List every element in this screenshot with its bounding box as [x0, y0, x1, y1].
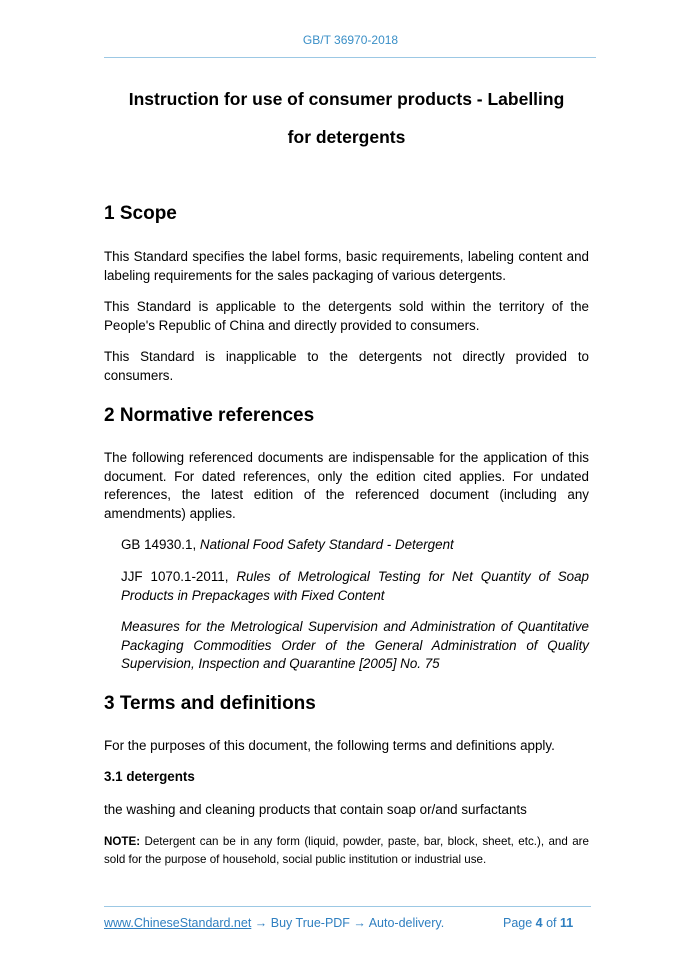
- footer-promo: [104, 916, 444, 930]
- section-heading-normative-references: 2 Normative references: [104, 405, 315, 426]
- reference-title: National Food Safety Standard - Detergent: [199, 537, 454, 552]
- note-text: Detergent can be in any form (liquid, powder, paste, bar, block, sheet, etc.), and are sold for the purpose of household, social public institution or industrial use.: [104, 835, 589, 866]
- running-header: [104, 33, 597, 47]
- note-label: NOTE:: [104, 835, 141, 848]
- current-page: 4: [535, 916, 543, 930]
- reference-code: GB 14930.1,: [121, 537, 200, 552]
- scope-paragraph-1: This Standard specifies the label forms, basic requirements, labeling content and labeling requirements for the sales packaging of various detergents.: [104, 249, 589, 283]
- reference-title: Rules of Metrological Testing for Net Quantity of Soap Products in Prepackages with Fixed Content: [121, 569, 589, 603]
- section-heading-scope: 1 Scope: [104, 203, 177, 224]
- title-line-2: for detergents: [287, 127, 406, 147]
- normative-intro: The following referenced documents are indispensable for the application of this document. For dated references, only the edition cited applies. For undated references, the latest edition of the referenced document (including any amendments) applies.: [104, 450, 589, 521]
- scope-paragraph-3: This Standard is inapplicable to the detergents not directly provided to consumers.: [104, 349, 589, 383]
- document-title: [104, 80, 589, 156]
- standard-code: GB/T 36970-2018: [302, 33, 399, 47]
- footer-divider: [104, 906, 591, 907]
- term-heading: 3.1 detergents: [104, 769, 195, 784]
- reference-item: [121, 618, 589, 674]
- term-definition: the washing and cleaning products that contain soap or/and surfactants: [104, 802, 527, 817]
- title-line-1: Instruction for use of consumer products - Labelling: [128, 89, 565, 109]
- total-pages: 11: [560, 916, 574, 930]
- page-number: Page 4 of 11: [503, 916, 574, 930]
- reference-item: [121, 536, 589, 555]
- header-divider: [104, 57, 596, 58]
- section-heading-terms: 3 Terms and definitions: [104, 693, 316, 714]
- scope-paragraph-2: This Standard is applicable to the detergents sold within the territory of the People's Republic of China and directly provided to consumers.: [104, 299, 589, 333]
- term-note: [104, 833, 589, 869]
- terms-intro: For the purposes of this document, the following terms and definitions apply.: [104, 738, 555, 753]
- website-link[interactable]: www.ChineseStandard.net: [104, 916, 252, 930]
- footer-tagline: → Buy True-PDF → Auto-delivery.: [251, 916, 445, 930]
- reference-code: JJF 1070.1-2011,: [121, 569, 237, 584]
- reference-title: Measures for the Metrological Supervision and Administration of Quantitative Packaging Commodities Order of the General Administration of Quality Supervision, Inspection and Quarantine [2005] No. 75: [121, 619, 589, 671]
- reference-item: [121, 568, 589, 605]
